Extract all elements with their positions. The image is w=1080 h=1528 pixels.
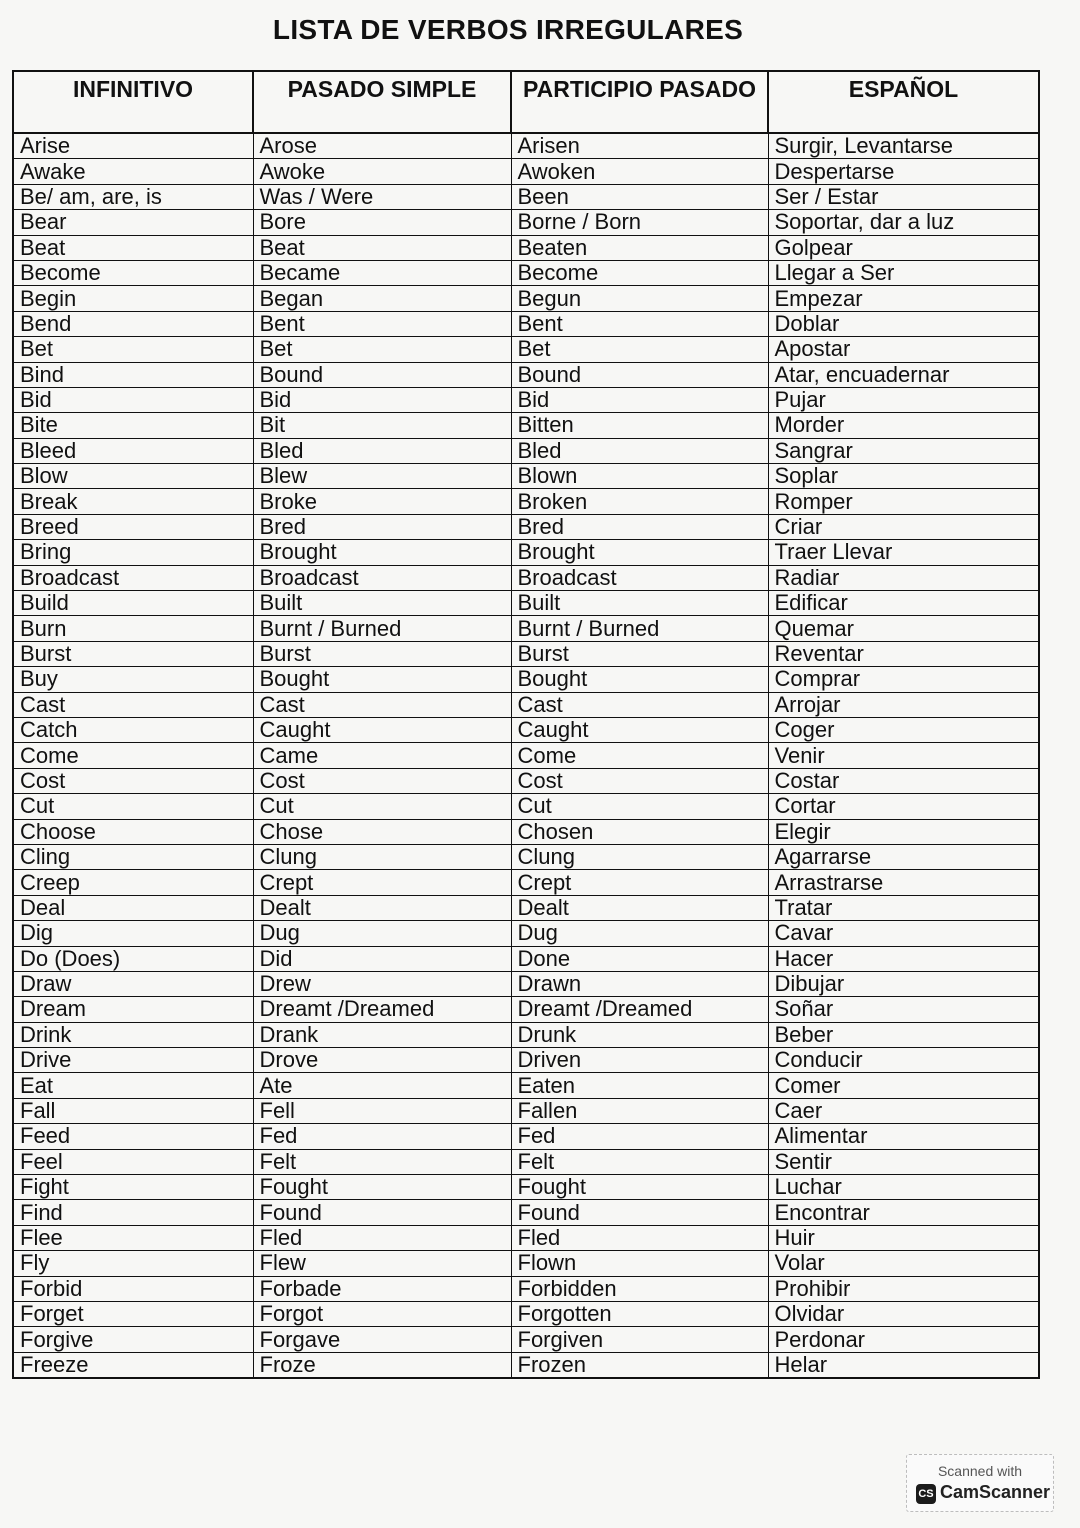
table-row [13,1276,1039,1301]
infinitivo-cell: Dream [13,997,253,1022]
watermark-brand: CamScanner [940,1482,1051,1502]
infinitivo-cell: Break [13,489,253,514]
table-row [13,768,1039,793]
participio-cell: Bled [511,438,768,463]
espanol-cell: Atar, encuadernar [768,362,1039,387]
participio-cell: Dug [511,921,768,946]
participio-cell: Come [511,743,768,768]
pasado-simple-cell: Froze [253,1352,511,1378]
table-row [13,337,1039,362]
pasado-simple-cell: Bet [253,337,511,362]
participio-cell: Borne / Born [511,210,768,235]
pasado-simple-cell: Bought [253,667,511,692]
table-row [13,895,1039,920]
participio-cell: Awoken [511,159,768,184]
espanol-cell: Beber [768,1022,1039,1047]
espanol-cell: Dibujar [768,971,1039,996]
infinitivo-cell: Cast [13,692,253,717]
participio-cell: Cast [511,692,768,717]
espanol-cell: Caer [768,1098,1039,1123]
espanol-cell: Ser / Estar [768,184,1039,209]
table-row [13,1022,1039,1047]
table-row [13,260,1039,285]
participio-cell: Drawn [511,971,768,996]
verb-table [12,70,1040,1379]
table-row [13,540,1039,565]
infinitivo-cell: Flee [13,1225,253,1250]
infinitivo-cell: Bleed [13,438,253,463]
infinitivo-cell: Cling [13,844,253,869]
header-participio-pasado: PARTICIPIO PASADO [511,71,768,133]
table-row [13,1301,1039,1326]
infinitivo-cell: Beat [13,235,253,260]
pasado-simple-cell: Chose [253,819,511,844]
pasado-simple-cell: Felt [253,1149,511,1174]
pasado-simple-cell: Drew [253,971,511,996]
infinitivo-cell: Arise [13,133,253,159]
pasado-simple-cell: Bled [253,438,511,463]
participio-cell: Burnt / Burned [511,616,768,641]
pasado-simple-cell: Dreamt /Dreamed [253,997,511,1022]
espanol-cell: Costar [768,768,1039,793]
participio-cell: Bought [511,667,768,692]
table-row [13,1073,1039,1098]
infinitivo-cell: Broadcast [13,565,253,590]
infinitivo-cell: Forbid [13,1276,253,1301]
espanol-cell: Soportar, dar a luz [768,210,1039,235]
infinitivo-cell: Burst [13,641,253,666]
participio-cell: Felt [511,1149,768,1174]
table-row [13,1352,1039,1378]
infinitivo-cell: Deal [13,895,253,920]
espanol-cell: Encontrar [768,1200,1039,1225]
infinitivo-cell: Blow [13,464,253,489]
espanol-cell: Volar [768,1251,1039,1276]
participio-cell: Dealt [511,895,768,920]
infinitivo-cell: Do (Does) [13,946,253,971]
pasado-simple-cell: Broadcast [253,565,511,590]
participio-cell: Been [511,184,768,209]
pasado-simple-cell: Arose [253,133,511,159]
participio-cell: Dreamt /Dreamed [511,997,768,1022]
pasado-simple-cell: Cast [253,692,511,717]
pasado-simple-cell: Built [253,591,511,616]
espanol-cell: Hacer [768,946,1039,971]
espanol-cell: Sentir [768,1149,1039,1174]
pasado-simple-cell: Bound [253,362,511,387]
pasado-simple-cell: Forbade [253,1276,511,1301]
pasado-simple-cell: Crept [253,870,511,895]
espanol-cell: Soplar [768,464,1039,489]
table-row [13,438,1039,463]
espanol-cell: Surgir, Levantarse [768,133,1039,159]
participio-cell: Driven [511,1048,768,1073]
table-row [13,1149,1039,1174]
participio-cell: Frozen [511,1352,768,1378]
table-row [13,565,1039,590]
espanol-cell: Alimentar [768,1124,1039,1149]
pasado-simple-cell: Caught [253,717,511,742]
table-row [13,921,1039,946]
pasado-simple-cell: Fed [253,1124,511,1149]
pasado-simple-cell: Bid [253,387,511,412]
participio-cell: Cost [511,768,768,793]
pasado-simple-cell: Became [253,260,511,285]
pasado-simple-cell: Forgave [253,1327,511,1352]
participio-cell: Bet [511,337,768,362]
participio-cell: Forgiven [511,1327,768,1352]
table-row [13,616,1039,641]
espanol-cell: Quemar [768,616,1039,641]
infinitivo-cell: Begin [13,286,253,311]
participio-cell: Crept [511,870,768,895]
table-row [13,489,1039,514]
table-row [13,1225,1039,1250]
participio-cell: Bound [511,362,768,387]
participio-cell: Flown [511,1251,768,1276]
infinitivo-cell: Fall [13,1098,253,1123]
header-espanol: ESPAÑOL [768,71,1039,133]
infinitivo-cell: Come [13,743,253,768]
table-header-row [13,71,1039,133]
espanol-cell: Apostar [768,337,1039,362]
espanol-cell: Perdonar [768,1327,1039,1352]
table-row [13,311,1039,336]
espanol-cell: Arrastrarse [768,870,1039,895]
infinitivo-cell: Bite [13,413,253,438]
pasado-simple-cell: Fought [253,1175,511,1200]
infinitivo-cell: Build [13,591,253,616]
table-row [13,743,1039,768]
pasado-simple-cell: Forgot [253,1301,511,1326]
participio-cell: Bid [511,387,768,412]
pasado-simple-cell: Ate [253,1073,511,1098]
infinitivo-cell: Burn [13,616,253,641]
espanol-cell: Traer Llevar [768,540,1039,565]
participio-cell: Blown [511,464,768,489]
espanol-cell: Elegir [768,819,1039,844]
espanol-cell: Romper [768,489,1039,514]
espanol-cell: Venir [768,743,1039,768]
table-row [13,159,1039,184]
pasado-simple-cell: Broke [253,489,511,514]
infinitivo-cell: Bring [13,540,253,565]
participio-cell: Done [511,946,768,971]
participio-cell: Fled [511,1225,768,1250]
infinitivo-cell: Bind [13,362,253,387]
pasado-simple-cell: Drove [253,1048,511,1073]
espanol-cell: Doblar [768,311,1039,336]
infinitivo-cell: Bend [13,311,253,336]
infinitivo-cell: Forget [13,1301,253,1326]
espanol-cell: Pujar [768,387,1039,412]
table-row [13,870,1039,895]
table-row [13,184,1039,209]
infinitivo-cell: Bet [13,337,253,362]
table-row [13,514,1039,539]
participio-cell: Bred [511,514,768,539]
participio-cell: Broken [511,489,768,514]
infinitivo-cell: Be/ am, are, is [13,184,253,209]
pasado-simple-cell: Drank [253,1022,511,1047]
espanol-cell: Huir [768,1225,1039,1250]
infinitivo-cell: Become [13,260,253,285]
infinitivo-cell: Dig [13,921,253,946]
infinitivo-cell: Bear [13,210,253,235]
table-row [13,591,1039,616]
infinitivo-cell: Cut [13,794,253,819]
camscanner-watermark [906,1454,1054,1512]
table-row [13,997,1039,1022]
participio-cell: Brought [511,540,768,565]
participio-cell: Forbidden [511,1276,768,1301]
espanol-cell: Luchar [768,1175,1039,1200]
participio-cell: Caught [511,717,768,742]
table-row [13,971,1039,996]
pasado-simple-cell: Began [253,286,511,311]
participio-cell: Broadcast [511,565,768,590]
espanol-cell: Cavar [768,921,1039,946]
pasado-simple-cell: Did [253,946,511,971]
infinitivo-cell: Forgive [13,1327,253,1352]
espanol-cell: Morder [768,413,1039,438]
pasado-simple-cell: Flew [253,1251,511,1276]
infinitivo-cell: Awake [13,159,253,184]
espanol-cell: Llegar a Ser [768,260,1039,285]
espanol-cell: Cortar [768,794,1039,819]
table-row [13,286,1039,311]
pasado-simple-cell: Burnt / Burned [253,616,511,641]
espanol-cell: Arrojar [768,692,1039,717]
pasado-simple-cell: Clung [253,844,511,869]
espanol-cell: Coger [768,717,1039,742]
infinitivo-cell: Fly [13,1251,253,1276]
participio-cell: Burst [511,641,768,666]
table-row [13,844,1039,869]
espanol-cell: Comprar [768,667,1039,692]
pasado-simple-cell: Found [253,1200,511,1225]
table-row [13,1327,1039,1352]
table-row [13,717,1039,742]
infinitivo-cell: Freeze [13,1352,253,1378]
infinitivo-cell: Creep [13,870,253,895]
table-row [13,1175,1039,1200]
espanol-cell: Tratar [768,895,1039,920]
participio-cell: Begun [511,286,768,311]
pasado-simple-cell: Fled [253,1225,511,1250]
participio-cell: Fought [511,1175,768,1200]
infinitivo-cell: Buy [13,667,253,692]
infinitivo-cell: Feel [13,1149,253,1174]
infinitivo-cell: Eat [13,1073,253,1098]
infinitivo-cell: Choose [13,819,253,844]
participio-cell: Fed [511,1124,768,1149]
table-row [13,692,1039,717]
participio-cell: Drunk [511,1022,768,1047]
espanol-cell: Reventar [768,641,1039,666]
pasado-simple-cell: Beat [253,235,511,260]
pasado-simple-cell: Cut [253,794,511,819]
header-infinitivo: INFINITIVO [13,71,253,133]
table-row [13,1251,1039,1276]
table-row [13,1098,1039,1123]
espanol-cell: Sangrar [768,438,1039,463]
participio-cell: Built [511,591,768,616]
infinitivo-cell: Find [13,1200,253,1225]
participio-cell: Chosen [511,819,768,844]
table-row [13,1048,1039,1073]
espanol-cell: Edificar [768,591,1039,616]
espanol-cell: Radiar [768,565,1039,590]
table-row [13,794,1039,819]
table-row [13,413,1039,438]
pasado-simple-cell: Fell [253,1098,511,1123]
watermark-text: Scanned with [937,1463,1023,1479]
table-row [13,387,1039,412]
pasado-simple-cell: Dealt [253,895,511,920]
espanol-cell: Despertarse [768,159,1039,184]
infinitivo-cell: Drink [13,1022,253,1047]
table-row [13,819,1039,844]
table-row [13,235,1039,260]
participio-cell: Beaten [511,235,768,260]
pasado-simple-cell: Bore [253,210,511,235]
participio-cell: Fallen [511,1098,768,1123]
table-row [13,362,1039,387]
pasado-simple-cell: Bred [253,514,511,539]
table-body [13,133,1039,1378]
pasado-simple-cell: Burst [253,641,511,666]
espanol-cell: Criar [768,514,1039,539]
espanol-cell: Prohibir [768,1276,1039,1301]
participio-cell: Bent [511,311,768,336]
pasado-simple-cell: Brought [253,540,511,565]
pasado-simple-cell: Bent [253,311,511,336]
participio-cell: Become [511,260,768,285]
infinitivo-cell: Drive [13,1048,253,1073]
participio-cell: Eaten [511,1073,768,1098]
pasado-simple-cell: Bit [253,413,511,438]
pasado-simple-cell: Cost [253,768,511,793]
espanol-cell: Comer [768,1073,1039,1098]
table-row [13,946,1039,971]
infinitivo-cell: Catch [13,717,253,742]
table-row [13,641,1039,666]
infinitivo-cell: Draw [13,971,253,996]
pasado-simple-cell: Dug [253,921,511,946]
table-row [13,464,1039,489]
header-pasado-simple: PASADO SIMPLE [253,71,511,133]
infinitivo-cell: Cost [13,768,253,793]
participio-cell: Cut [511,794,768,819]
participio-cell: Bitten [511,413,768,438]
table-row [13,1124,1039,1149]
espanol-cell: Golpear [768,235,1039,260]
table-row [13,210,1039,235]
pasado-simple-cell: Came [253,743,511,768]
infinitivo-cell: Breed [13,514,253,539]
espanol-cell: Olvidar [768,1301,1039,1326]
participio-cell: Clung [511,844,768,869]
participio-cell: Found [511,1200,768,1225]
page-title: LISTA DE VERBOS IRREGULARES [272,14,744,45]
espanol-cell: Soñar [768,997,1039,1022]
table-row [13,1200,1039,1225]
pasado-simple-cell: Awoke [253,159,511,184]
infinitivo-cell: Bid [13,387,253,412]
participio-cell: Forgotten [511,1301,768,1326]
table-row [13,667,1039,692]
table-row [13,133,1039,159]
pasado-simple-cell: Blew [253,464,511,489]
infinitivo-cell: Feed [13,1124,253,1149]
espanol-cell: Conducir [768,1048,1039,1073]
infinitivo-cell: Fight [13,1175,253,1200]
espanol-cell: Agarrarse [768,844,1039,869]
espanol-cell: Helar [768,1352,1039,1378]
espanol-cell: Empezar [768,286,1039,311]
pasado-simple-cell: Was / Were [253,184,511,209]
participio-cell: Arisen [511,133,768,159]
camscanner-logo-icon: CS [916,1484,936,1504]
